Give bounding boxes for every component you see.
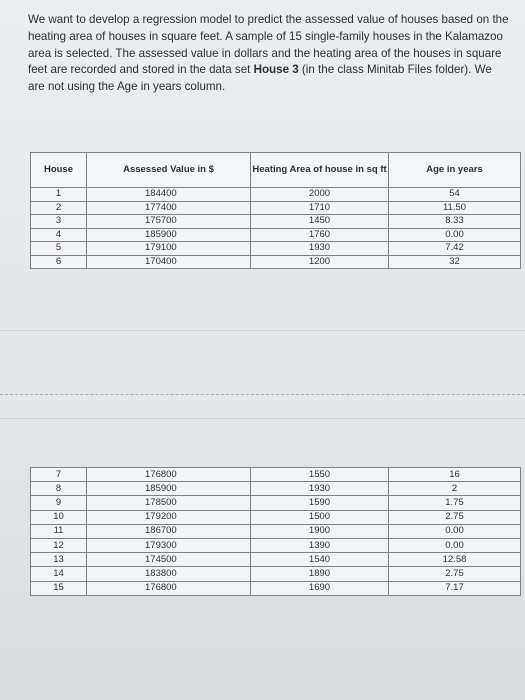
- cell-value: 184400: [87, 188, 251, 202]
- statement-text-b: (in the class Minitab Files folder). We are not using the Age in years column.: [28, 63, 492, 94]
- table-row: [31, 524, 521, 538]
- page-divider-line: [0, 330, 525, 331]
- cell-value: 186700: [87, 524, 251, 538]
- cell-age: 32: [389, 255, 521, 269]
- cell-area: 1390: [251, 538, 389, 552]
- house-data-table-part1: [30, 152, 521, 269]
- page-divider-line: [0, 418, 525, 419]
- cell-area: 1590: [251, 496, 389, 510]
- table-row: [31, 581, 521, 595]
- cell-age: 1.75: [389, 496, 521, 510]
- cell-value: 183800: [87, 567, 251, 581]
- house-data-table-part2: [30, 467, 521, 596]
- header-heating-area: Heating Area of house in sq ft: [251, 153, 389, 188]
- cell-age: 0.00: [389, 524, 521, 538]
- header-age: Age in years: [389, 153, 521, 188]
- cell-area: 1900: [251, 524, 389, 538]
- cell-age: 54: [389, 188, 521, 202]
- cell-house: 14: [31, 567, 87, 581]
- table-row: [31, 242, 521, 256]
- header-assessed-value: Assessed Value in $: [87, 153, 251, 188]
- cell-age: 2: [389, 482, 521, 496]
- cell-area: 1760: [251, 228, 389, 242]
- cell-age: 16: [389, 468, 521, 482]
- cell-house: 5: [31, 242, 87, 256]
- cell-value: 177400: [87, 201, 251, 215]
- table-row: [31, 553, 521, 567]
- dataset-name: House 3: [253, 63, 299, 77]
- cell-value: 179200: [87, 510, 251, 524]
- cell-house: 6: [31, 255, 87, 269]
- cell-area: 1540: [251, 553, 389, 567]
- cell-age: 0.00: [389, 228, 521, 242]
- cell-age: 8.33: [389, 215, 521, 229]
- cell-area: 1930: [251, 482, 389, 496]
- cell-area: 1690: [251, 581, 389, 595]
- cell-house: 10: [31, 510, 87, 524]
- cell-value: 176800: [87, 581, 251, 595]
- cell-value: 174500: [87, 553, 251, 567]
- cell-house: 11: [31, 524, 87, 538]
- cell-age: 11.50: [389, 201, 521, 215]
- cell-house: 3: [31, 215, 87, 229]
- table-row: [31, 228, 521, 242]
- table-row: [31, 567, 521, 581]
- cell-house: 12: [31, 538, 87, 552]
- cell-house: 2: [31, 201, 87, 215]
- cell-age: 7.17: [389, 581, 521, 595]
- table-row: [31, 510, 521, 524]
- table-row: [31, 215, 521, 229]
- cell-value: 170400: [87, 255, 251, 269]
- cell-house: 7: [31, 468, 87, 482]
- header-house: House: [31, 153, 87, 188]
- cell-value: 176800: [87, 468, 251, 482]
- cell-area: 1890: [251, 567, 389, 581]
- cell-house: 4: [31, 228, 87, 242]
- cell-value: 185900: [87, 482, 251, 496]
- table-row: [31, 496, 521, 510]
- problem-statement: [28, 12, 510, 96]
- cell-age: 2.75: [389, 510, 521, 524]
- table-header-row: [31, 153, 521, 188]
- cell-area: 2000: [251, 188, 389, 202]
- table-row: [31, 255, 521, 269]
- table-row: [31, 482, 521, 496]
- cell-area: 1200: [251, 255, 389, 269]
- cell-age: 0.00: [389, 538, 521, 552]
- cell-house: 8: [31, 482, 87, 496]
- cell-area: 1710: [251, 201, 389, 215]
- cell-value: 179100: [87, 242, 251, 256]
- cell-area: 1500: [251, 510, 389, 524]
- cell-value: 179300: [87, 538, 251, 552]
- page-break-divider: [0, 394, 525, 395]
- cell-age: 12.58: [389, 553, 521, 567]
- cell-area: 1450: [251, 215, 389, 229]
- cell-house: 13: [31, 553, 87, 567]
- table-row: [31, 201, 521, 215]
- cell-area: 1930: [251, 242, 389, 256]
- cell-age: 7.42: [389, 242, 521, 256]
- table-row: [31, 538, 521, 552]
- cell-value: 175700: [87, 215, 251, 229]
- table-row: [31, 468, 521, 482]
- cell-house: 9: [31, 496, 87, 510]
- cell-value: 185900: [87, 228, 251, 242]
- cell-age: 2.75: [389, 567, 521, 581]
- statement-text-a: We want to develop a regression model to predict the assessed value of houses based on the heating area of houses in square feet. A sample of 15 single-family houses in the Kalamazoo area is selected. The assessed value in dollars and the heating area of the houses in square feet are recorded and stored in the data set: [28, 13, 509, 77]
- cell-value: 178500: [87, 496, 251, 510]
- table-row: [31, 188, 521, 202]
- cell-house: 1: [31, 188, 87, 202]
- cell-house: 15: [31, 581, 87, 595]
- cell-area: 1550: [251, 468, 389, 482]
